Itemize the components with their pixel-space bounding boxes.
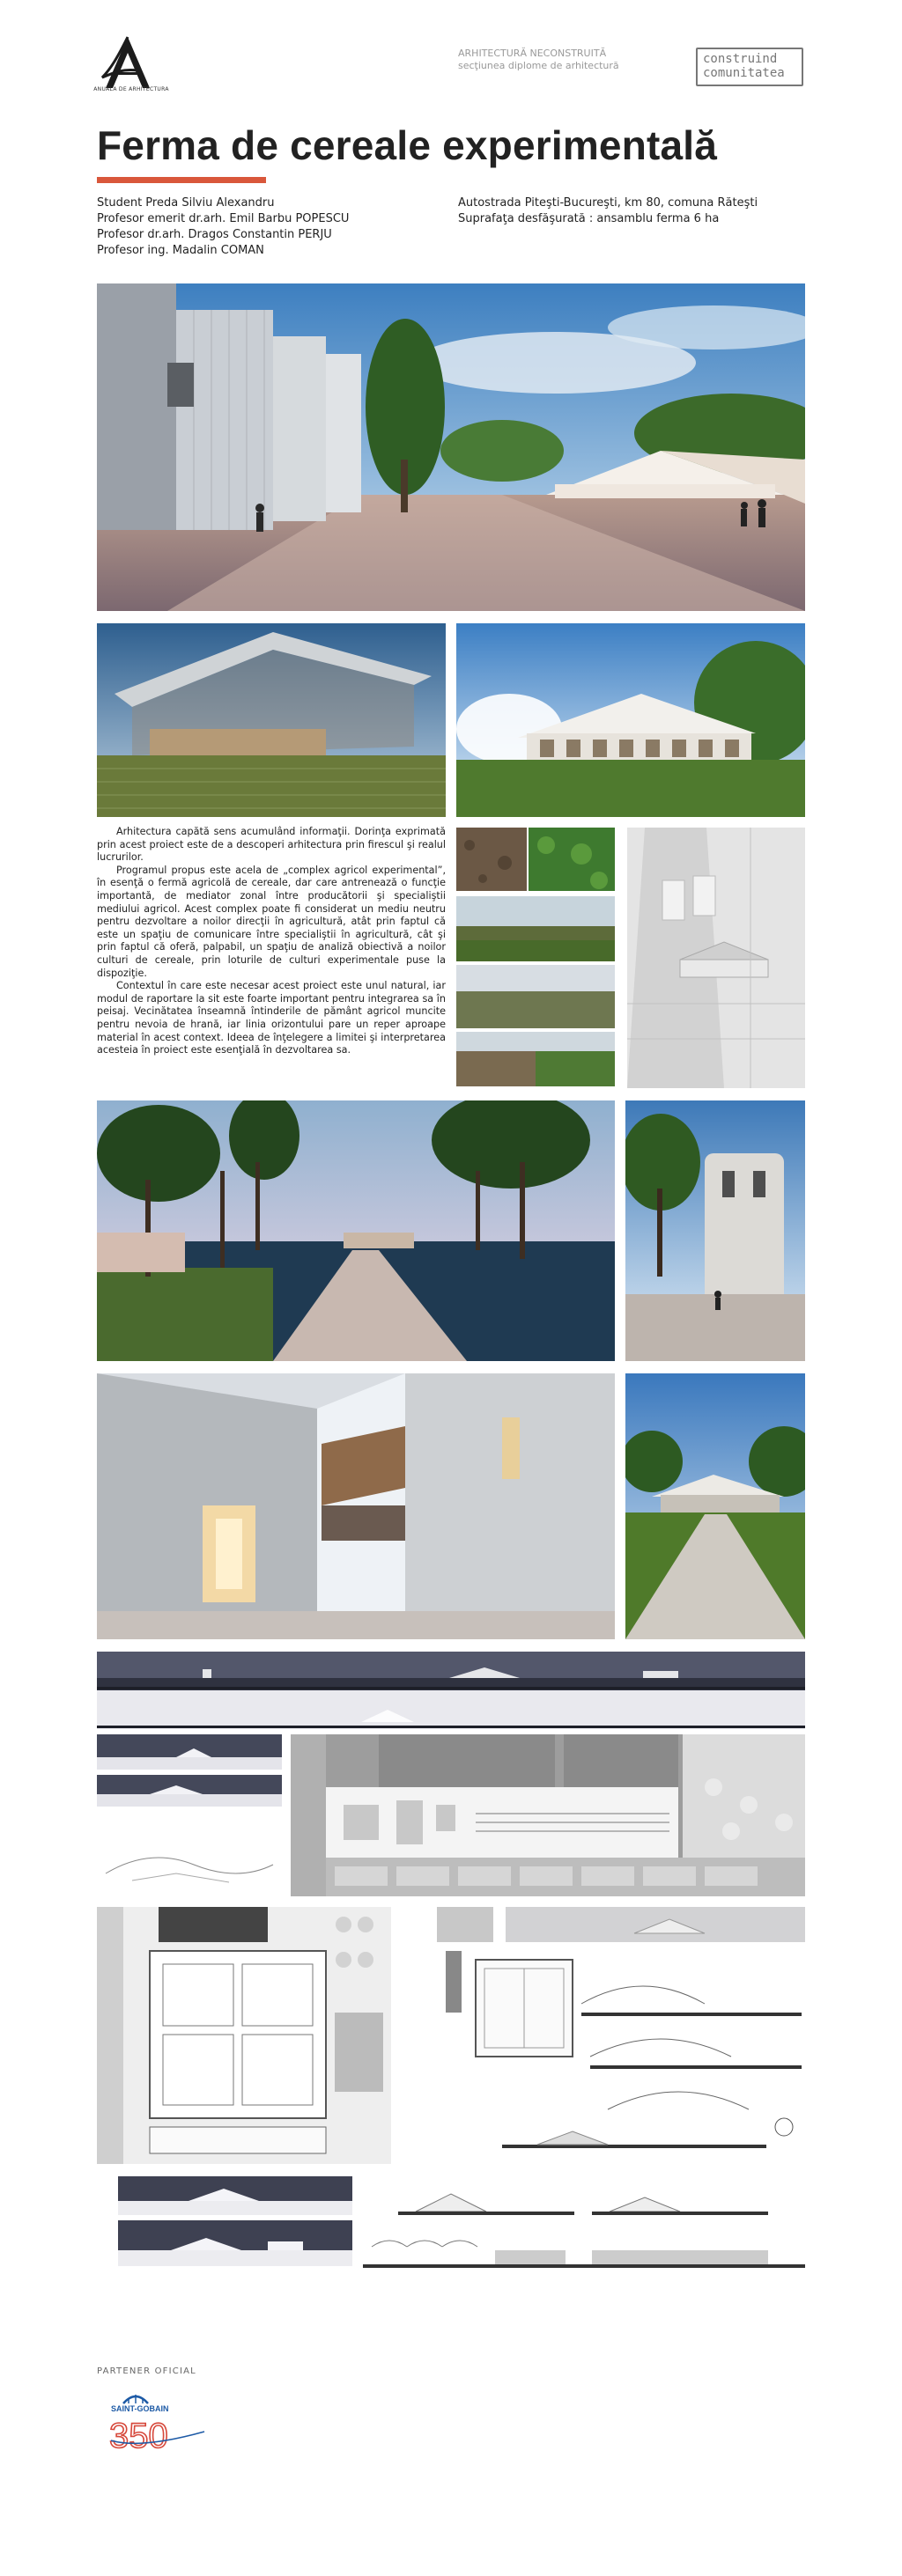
silo-render-image — [625, 1100, 805, 1361]
project-description — [97, 826, 446, 1057]
program-line-2: secţiunea diplome de arhitectură — [458, 60, 619, 71]
field-photo-3 — [456, 1032, 615, 1086]
site-area: Suprafaţa desfăşurată : ansamblu ferma 6 ha — [458, 212, 720, 225]
hero-render-image — [97, 283, 805, 611]
field-photo-2 — [456, 965, 615, 1028]
description-paragraph-2: Programul propus este acela de „complex agricol experimental”, în esenţă o fermă agricolă de cereale, dar care antrenează o funcţie importantă, de mediator zonal între producătorii şi specialiştii mediului agricol. Acest complex poate fi considerat un mediu neutru pentru dezvoltare a noilor direcţii în agricultură, atât prin faptul că este un spaţiu de comunicare între specialiştii în agricultură, cât şi prin faptul că oferă, palpabil, un spaţiu de analiză obiectivă a noilor culturi de cereale, prin loturile de culturi experimentale puse la dispoziţie. — [97, 864, 446, 979]
school-logo-text: ANUALA DE ARHITECTURA — [93, 86, 169, 92]
credit-professor-2: Profesor dr.arh. Dragos Constantin PERJU — [97, 228, 332, 241]
sponsor-name: SAINT-GOBAIN — [111, 2404, 169, 2413]
saint-gobain-arc-icon — [106, 2388, 211, 2455]
barn-render-image — [456, 623, 805, 817]
elevation-drawing-a — [97, 1734, 282, 1770]
canopy-render-image — [97, 623, 446, 817]
reflecting-pool-render-image — [97, 1100, 615, 1361]
field-photo-1 — [456, 896, 615, 961]
sponsor-number: 350 — [109, 2417, 168, 2455]
building-sections-drawing — [396, 1907, 805, 2164]
elevation-drawing-b — [97, 1775, 282, 1807]
description-paragraph-1: Arhitectura capătă sens acumulând informaţii. Dorinţa exprimată prin acest proiect este de a descoperi arhitectura prin firescul şi realul lucrurilor. — [97, 826, 446, 864]
school-logo — [99, 33, 157, 93]
description-paragraph-3: Contextul în care este necesar acest proiect este unul natural, iar modul de raportare la sit este foarte important pentru integrarea sa în peisaj. Vecinătatea înseamnă întinderile de pământ agricol muncite pentru nevoia de hrană, iar linia orizontului pare un reper aproape material în acest context. Ideea de înţelegere a limitei şi interpretarea acesteia în proiect este esenţială în dezvoltarea sa. — [97, 980, 446, 1056]
site-location: Autostrada Piteşti-Bucureşti, km 80, comuna Răteşti — [458, 196, 758, 210]
elevation-drawing-c — [118, 2176, 352, 2215]
elevation-drawing-d — [118, 2220, 352, 2266]
credits-left — [97, 195, 349, 259]
program-line-1: ARHITECTURĂ NECONSTRUITĂ — [458, 48, 607, 59]
project-title: Ferma de cereale experimentală — [97, 122, 718, 168]
saint-gobain-350-logo — [106, 2388, 211, 2455]
site-plan-drawing — [291, 1734, 805, 1896]
site-model-photo — [627, 828, 805, 1088]
credit-professor-3: Profesor ing. Madalin COMAN — [97, 244, 264, 257]
long-section-drawing — [363, 2176, 805, 2280]
credit-student: Student Preda Silviu Alexandru — [97, 196, 275, 210]
cc-logo-line-2: comunitatea — [703, 66, 785, 80]
sketch-drawing — [97, 1812, 282, 1896]
floor-plan-drawing — [97, 1907, 391, 2164]
partner-label: PARTENER OFICIAL — [97, 2366, 196, 2376]
site-elevation-drawing — [97, 1652, 805, 1729]
credits-right — [458, 195, 758, 227]
soil-photo — [456, 828, 527, 891]
approach-render-image — [625, 1373, 805, 1639]
credit-professor-1: Profesor emerit dr.arh. Emil Barbu POPESCU — [97, 212, 350, 225]
school-logo-icon — [99, 33, 157, 93]
program-label — [458, 48, 619, 72]
cc-logo-line-1: construind — [703, 52, 778, 66]
courtyard-render-image — [97, 1373, 615, 1639]
title-underline — [97, 177, 266, 183]
crop-photo — [529, 828, 615, 891]
construind-comunitatea-logo — [696, 48, 803, 86]
